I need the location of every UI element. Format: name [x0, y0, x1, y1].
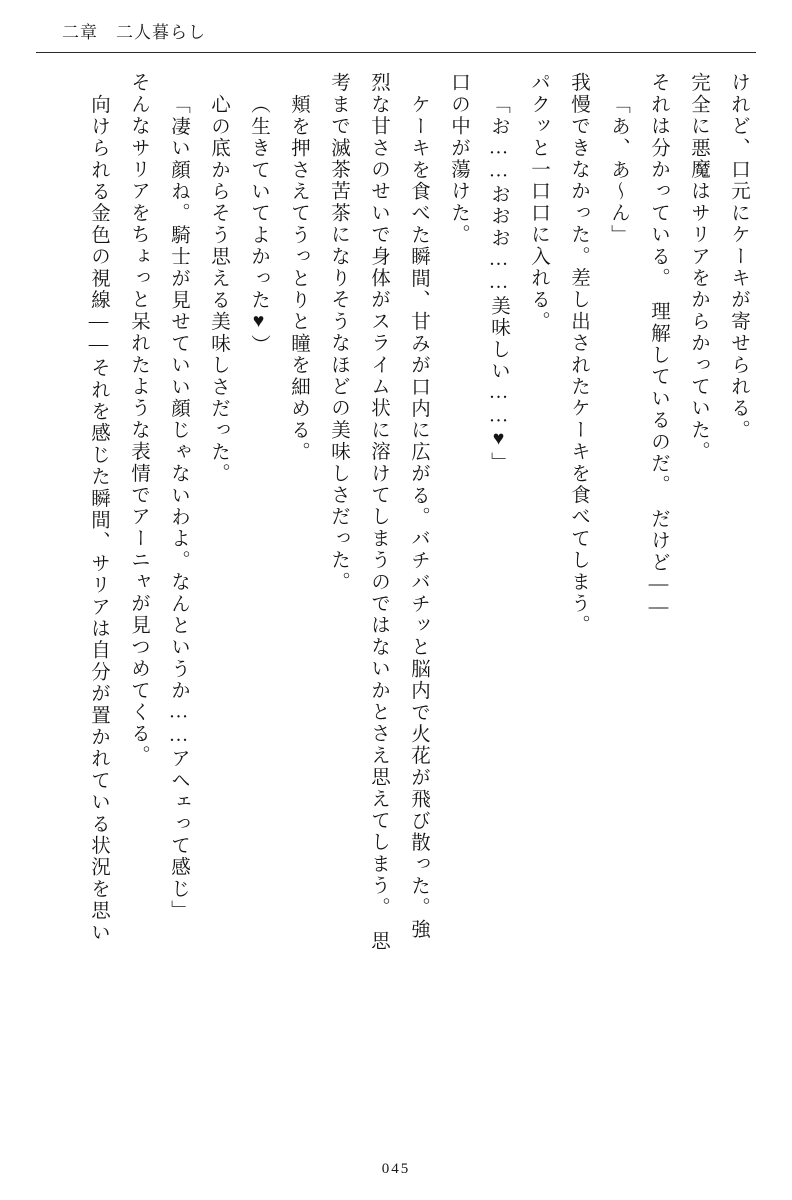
text-column: それは分かっている。 理解しているのだ。 だけど――	[648, 72, 669, 620]
text-column: 頬を押さえてうっとりと瞳を細める。	[288, 94, 309, 463]
running-header: 二章 二人暮らし	[62, 23, 206, 42]
text-column: 烈な甘さのせいで身体がスライム状に溶けてしまうのではないかとさえ思えてしまう。 思	[368, 72, 389, 952]
text-column: ケーキを食べた瞬間、甘みが口内に広がる。バチバチッと脳内で火花が飛び散った。強	[408, 94, 429, 941]
text-column: 向けられる金色の視線――それを感じた瞬間、サリアは自分が置かれている状況を思い	[88, 94, 109, 944]
text-column: （生きていてよかった♥）	[248, 94, 269, 356]
text-column: 考まで滅茶苦茶になりそうなほどの美味しさだった。	[328, 72, 349, 593]
text-column: パクッと一口口に入れる。	[528, 72, 549, 333]
text-column: 完全に悪魔はサリアをからかっていた。	[688, 72, 709, 463]
text-column: 心の底からそう思える美味しさだった。	[208, 94, 229, 485]
text-column: けれど、口元にケーキが寄せられる。	[728, 72, 749, 441]
text-column: 口の中が蕩けた。	[448, 72, 469, 246]
header-divider	[36, 52, 756, 53]
vertical-text-body	[44, 72, 748, 1142]
text-column: 「凄い顔ね。騎士が見せていい顔じゃないわよ。なんというか……アヘェって感じ」	[168, 94, 189, 922]
page-number: 045	[381, 1161, 411, 1177]
text-column: 「お……おおお……美味しい……♥」	[488, 94, 509, 474]
text-column: 我慢できなかった。差し出されたケーキを食べてしまう。	[568, 72, 589, 637]
text-column: そんなサリアをちょっと呆れたような表情でアーニャが見つめてくる。	[128, 72, 149, 767]
text-column: 「あ、あ〜ん」	[608, 94, 629, 246]
